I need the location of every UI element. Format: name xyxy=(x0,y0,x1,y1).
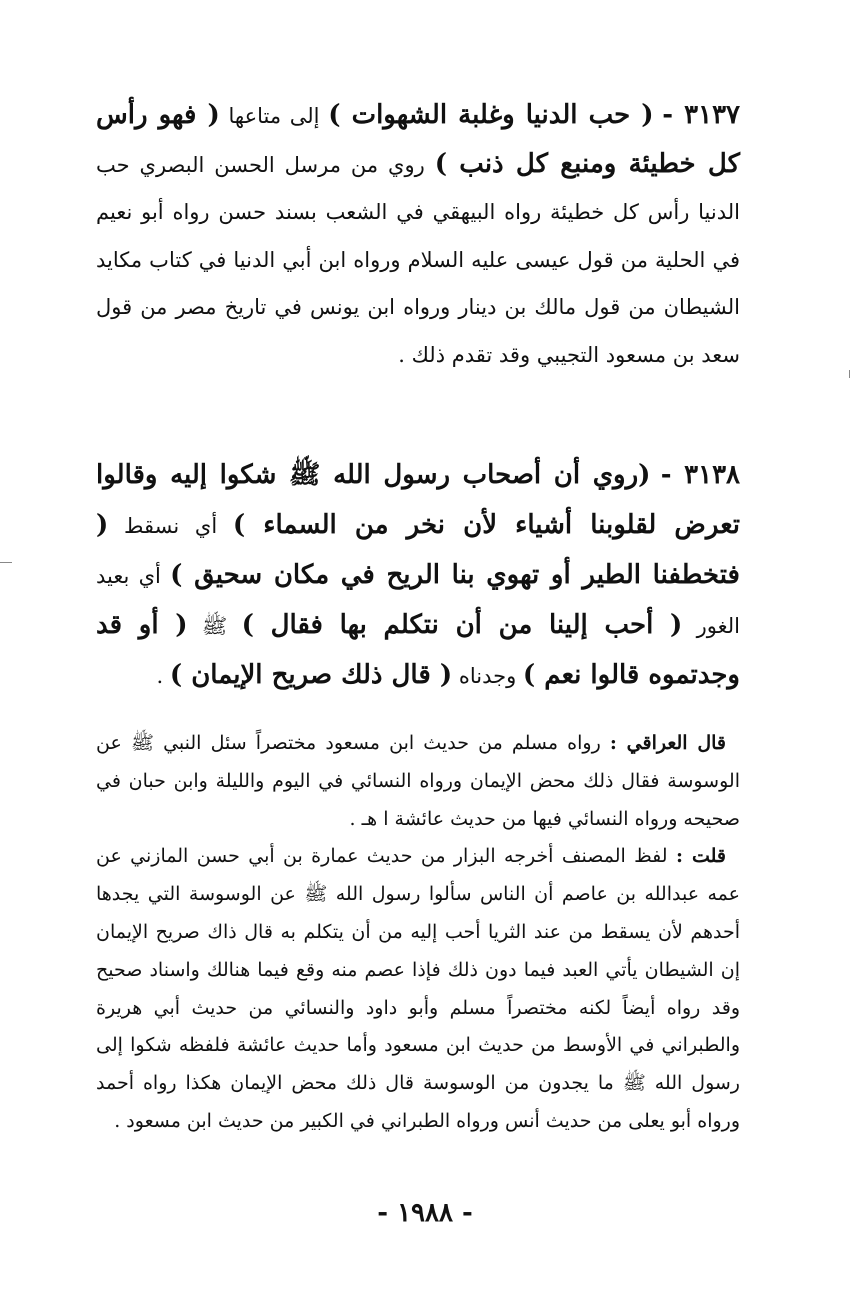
entry-plain-text: إلى متاعها xyxy=(228,104,320,128)
entry-bold-text: ( أو قد وجدتموه قالوا نعم ) xyxy=(96,610,740,690)
entry-paragraph xyxy=(96,92,740,379)
entry-3138 xyxy=(96,451,740,701)
commentary-label: قال العراقي : xyxy=(609,732,726,754)
commentary-label: قلت : xyxy=(675,845,726,868)
page-number: - ١٩٨٨ - xyxy=(377,1198,473,1228)
entry-bold-text: ( فتخطفنا الطير أو تهوي بنا الريح في مكان سحيق ) xyxy=(96,510,740,590)
entry-bold-text: ( حب الدنيا وغلبة الشهوات ) xyxy=(328,100,654,130)
entry-plain-text: ﷺ xyxy=(201,614,228,638)
commentary-paragraph-qultu xyxy=(96,838,740,1140)
entry-number: ٣١٣٨ - xyxy=(660,460,740,490)
entry-paragraph xyxy=(96,451,740,701)
entry-plain-text: أي نسقط xyxy=(124,514,218,538)
commentary-paragraph-iraqi xyxy=(96,725,740,838)
entry-bold-text: ( فهو رأس كل خطيئة ومنبع كل ذنب ) xyxy=(96,100,740,179)
entry-plain-text: أي بعيد الغور xyxy=(96,564,740,638)
scan-edge-mark xyxy=(0,562,12,563)
entry-bold-text: ( قال ذلك صريح الإيمان ) xyxy=(169,660,453,690)
entry-plain-text: روي من مرسل الحسن البصري حب الدنيا رأس كل خطيئة رواه البيهقي في الشعب بسند حسن رواه أبو نعيم في الحلية من قول عيسى عليه السلام ورواه ابن أبي الدنيا في كتاب مكايد الشيطان من قول مالك بن دينار ورواه ابن يونس في تاريخ مصر من قول سعد بن مسعود التجيبي وقد تقدم ذلك . xyxy=(96,152,740,367)
commentary-text: رواه مسلم من حديث ابن مسعود مختصراً سئل النبي ﷺ عن الوسوسة فقال ذلك محض الإيمان ورواه النسائي في اليوم والليلة وابن حبان في صحيحه ورواه النسائي فيها من حديث عائشة ا هـ . xyxy=(96,732,740,830)
entry-bold-text: (روي أن أصحاب رسول الله ﷺ شكوا إليه وقالوا تعرض لقلوبنا أشياء لأن نخر من السماء ) xyxy=(96,460,740,540)
entry-bold-text: ( أحب إلينا من أن نتكلم بها فقال ) xyxy=(241,610,683,640)
entry-3137 xyxy=(96,92,740,379)
entry-plain-text: . xyxy=(156,664,164,688)
commentary-text: لفظ المصنف أخرجه البزار من حديث عمارة بن أبي حسن المازني عن عمه عبدالله بن عاصم أن الناس سألوا رسول الله ﷺ عن الوسوسة التي يجدها أحدهم لأن يسقط من عند الثريا أحب إليه من أن يتكلم به قال ذاك صريح الإيمان إن الشيطان يأتي العبد فيما دون ذلك فإذا عصم منه وقع فيما هنالك واسناد صحيح وقد رواه أيضاً لكنه مختصراً مسلم وأبو داود والنسائي من حديث أبي هريرة والطبراني في الأوسط من حديث ابن مسعود وأما حديث عائشة فلفظه شكوا إلى رسول الله ﷺ ما يجدون من الوسوسة قال ذلك محض الإيمان هكذا رواه أحمد ورواه أبو يعلى من حديث أنس ورواه الطبراني في الكبير من حديث ابن مسعود . xyxy=(96,845,740,1132)
entry-number: ٣١٣٧ - xyxy=(662,100,740,130)
page-body xyxy=(96,92,740,1141)
entry-plain-text: وجدناه xyxy=(458,664,517,688)
commentary-block xyxy=(96,725,740,1141)
